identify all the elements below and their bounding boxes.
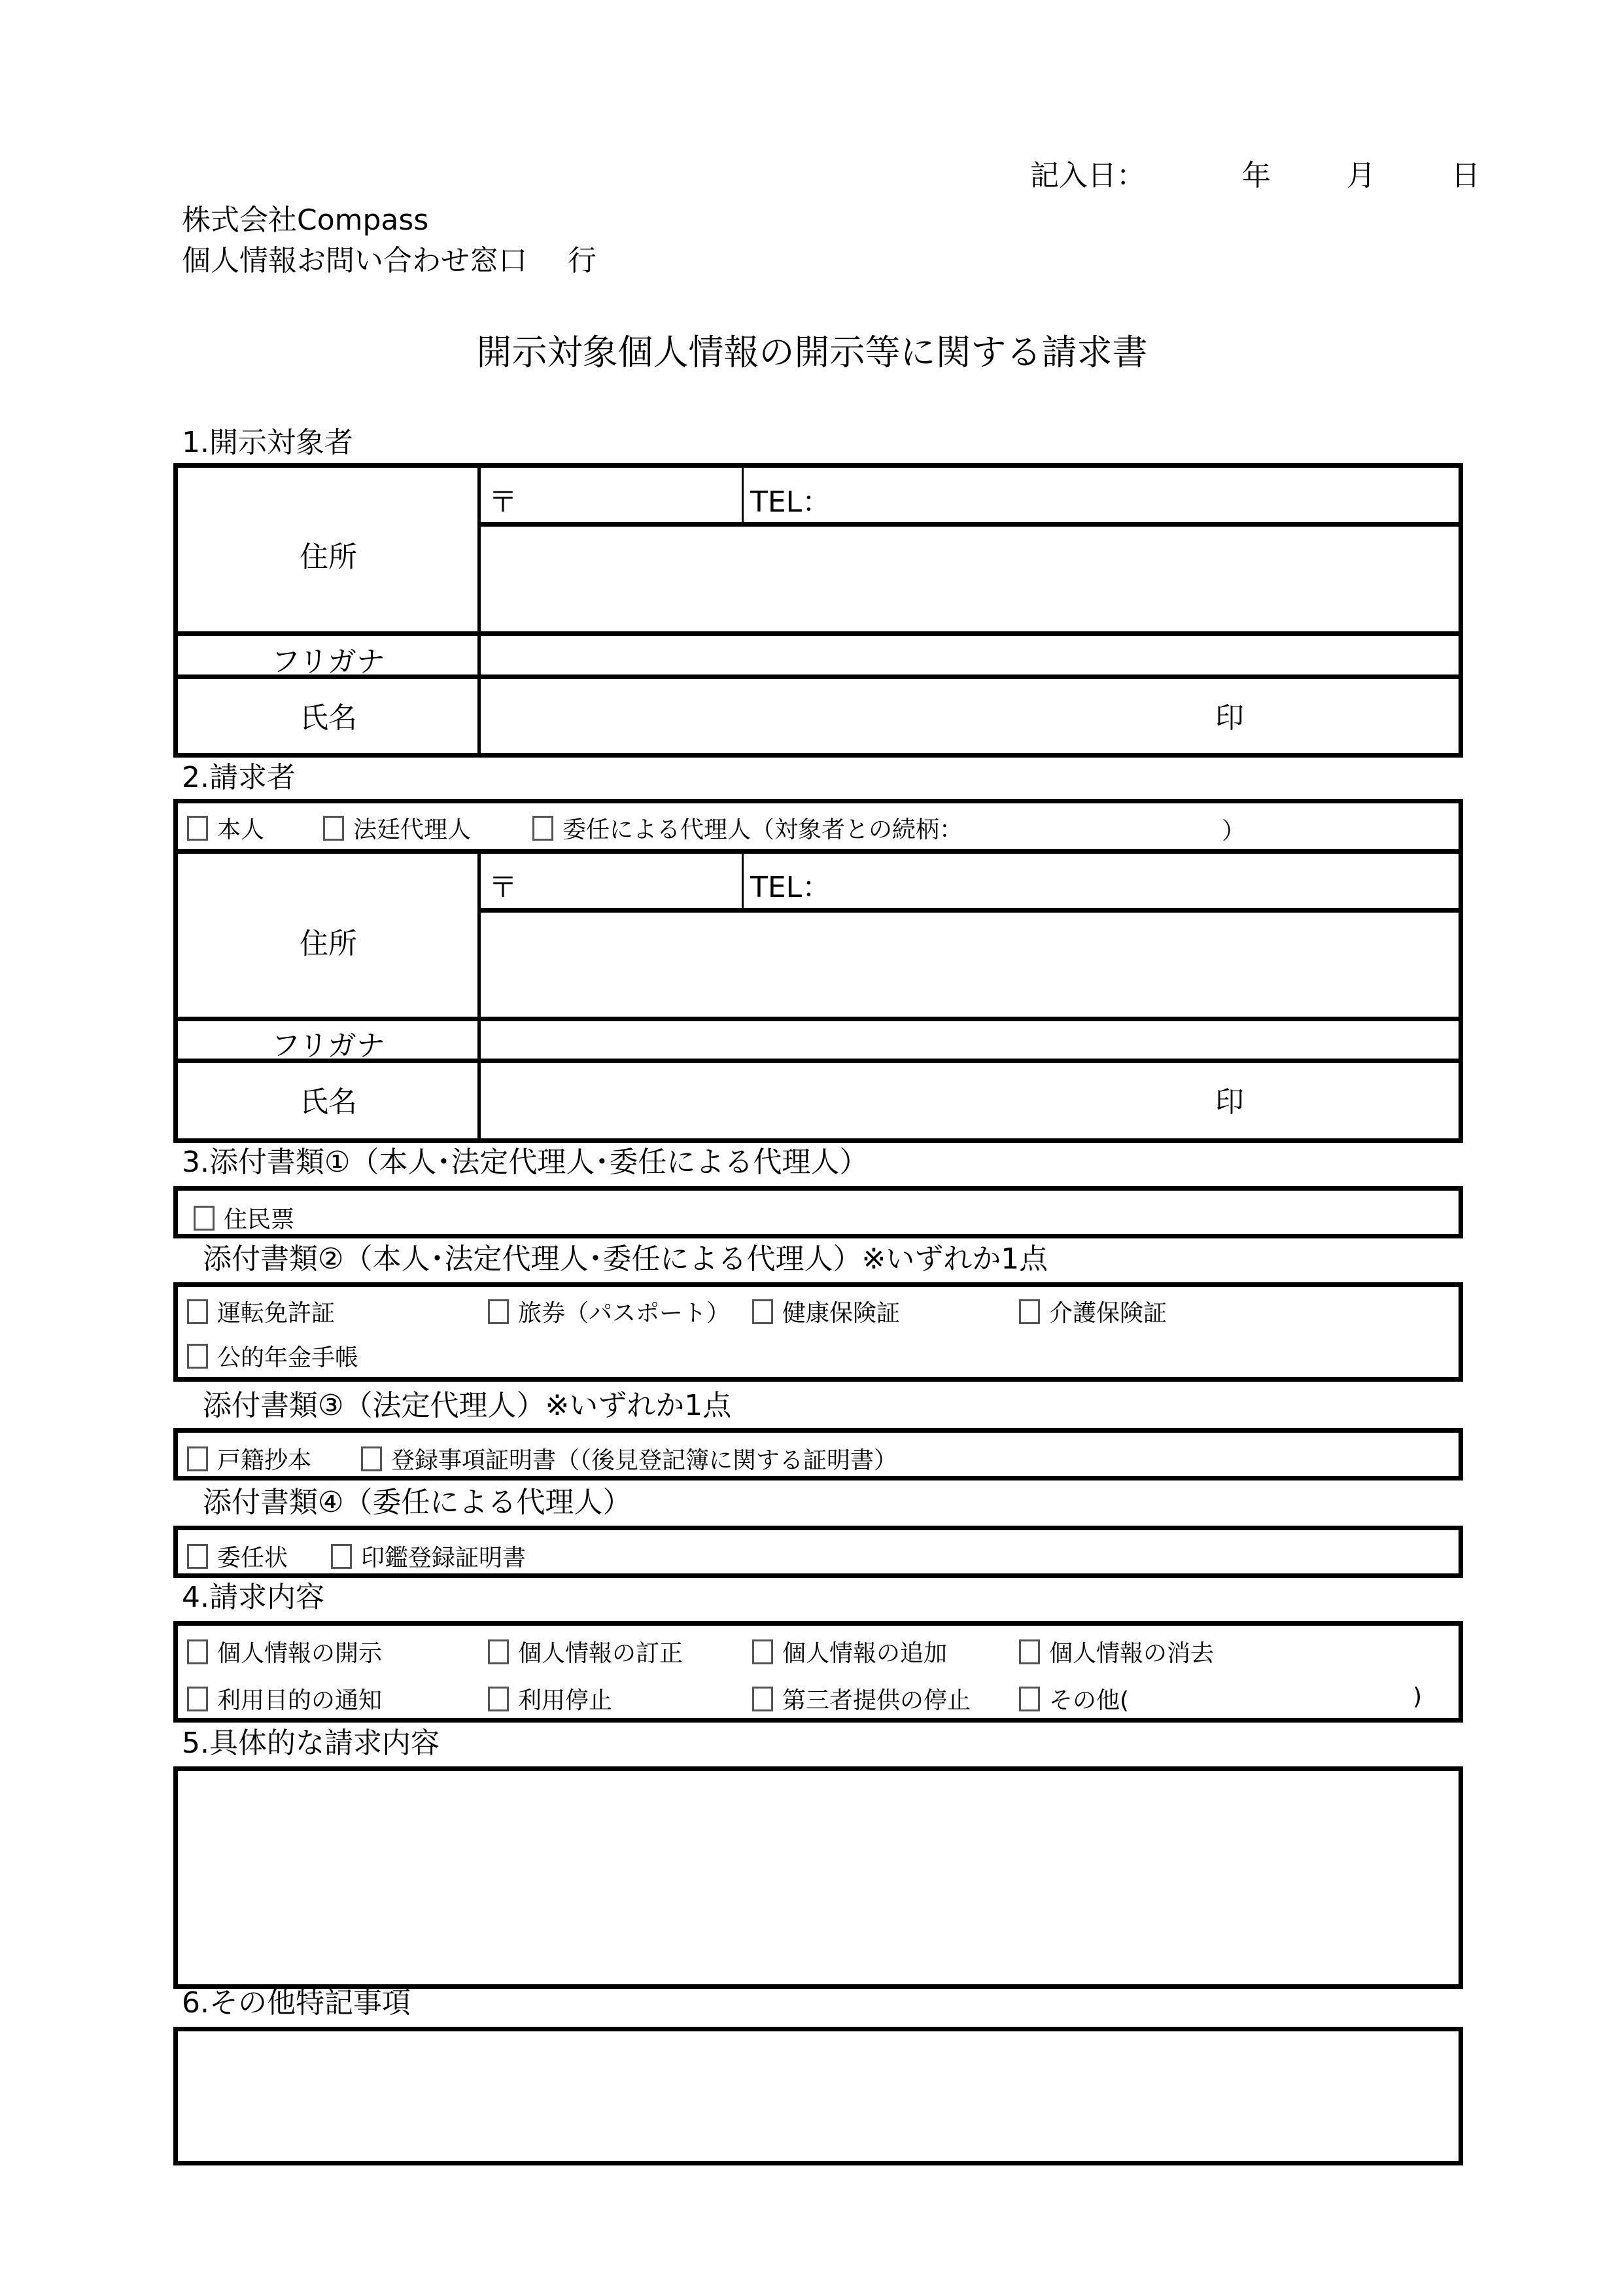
s2-address-field[interactable] xyxy=(481,913,1459,1017)
option-label: 健康保険証 xyxy=(782,1300,901,1327)
request-stop-third-party[interactable] xyxy=(752,1682,971,1715)
s2-tel-label: TEL： xyxy=(750,871,831,904)
s2-postal-field[interactable] xyxy=(525,854,740,908)
requester-legal-agent[interactable] xyxy=(323,811,471,845)
option-label: 登録事項証明書（（後見登記簿に関する証明書） xyxy=(391,1447,898,1474)
checkbox-icon[interactable] xyxy=(187,1639,208,1664)
company-name: 株式会社Compass xyxy=(182,203,429,237)
checkbox-icon[interactable] xyxy=(488,1299,509,1324)
s1-name-field[interactable] xyxy=(481,679,1200,753)
attachment-residence-certificate[interactable] xyxy=(194,1201,294,1235)
option-label: 利用停止 xyxy=(518,1687,613,1714)
request-purpose-notice[interactable] xyxy=(187,1682,382,1715)
s1-furigana-label: フリガナ xyxy=(271,645,385,678)
s2-name-label: 氏名 xyxy=(300,1085,357,1119)
checkbox-icon[interactable] xyxy=(1019,1687,1040,1711)
checkbox-icon[interactable] xyxy=(187,1344,208,1369)
s2-furigana-field[interactable] xyxy=(481,1021,1459,1059)
request-disclosure[interactable] xyxy=(187,1635,382,1668)
request-correction[interactable] xyxy=(488,1635,683,1668)
option-label: 公的年金手帳 xyxy=(217,1344,359,1371)
request-content-box xyxy=(173,1621,1463,1723)
s2-seal-mark: 印 xyxy=(1215,1085,1244,1119)
s1-furigana-field[interactable] xyxy=(481,636,1459,674)
checkbox-icon[interactable] xyxy=(331,1544,352,1569)
checkbox-icon[interactable] xyxy=(323,816,344,841)
request-other-close-paren: ) xyxy=(1413,1683,1423,1710)
section2-table xyxy=(173,799,1463,1143)
year-label: 年 xyxy=(1242,159,1271,192)
option-label: 第三者提供の停止 xyxy=(782,1687,971,1714)
option-label: 戸籍抄本 xyxy=(217,1447,312,1474)
section2-heading: 2.請求者 xyxy=(182,761,296,794)
option-label: 個人情報の消去 xyxy=(1049,1640,1215,1667)
option-label: 利用目的の通知 xyxy=(217,1687,383,1714)
month-label: 月 xyxy=(1347,159,1375,192)
section4-heading: 4.請求内容 xyxy=(182,1581,324,1614)
option-label: 委任状 xyxy=(217,1545,288,1571)
checkbox-icon[interactable] xyxy=(488,1639,509,1664)
s1-postal-field[interactable] xyxy=(525,468,740,522)
relationship-close-paren: ） xyxy=(1222,818,1246,845)
attachment2-box xyxy=(173,1282,1463,1382)
option-label: 個人情報の訂正 xyxy=(518,1640,683,1667)
request-other[interactable] xyxy=(1019,1682,1129,1715)
attachment2-heading: 添付書類②（本人･法定代理人･委任による代理人）※いずれか1点 xyxy=(203,1242,1048,1276)
attachment3-heading: 添付書類③（法定代理人）※いずれか1点 xyxy=(203,1389,732,1422)
attachment-seal-certificate[interactable] xyxy=(331,1539,526,1573)
section1-heading: 1.開示対象者 xyxy=(182,426,353,459)
attachment-health-insurance[interactable] xyxy=(752,1295,900,1328)
s1-tel-field[interactable] xyxy=(838,468,1459,522)
attachment1-box xyxy=(173,1186,1463,1238)
s1-tel-label: TEL： xyxy=(750,485,831,519)
s2-furigana-label: フリガナ xyxy=(271,1029,385,1062)
s2-tel-field[interactable] xyxy=(838,854,1459,908)
attachment4-box xyxy=(173,1526,1463,1578)
request-addition[interactable] xyxy=(752,1635,947,1668)
checkbox-icon[interactable] xyxy=(752,1639,773,1664)
s1-seal-mark: 印 xyxy=(1215,701,1244,735)
checkbox-icon[interactable] xyxy=(187,1544,208,1569)
s1-name-label: 氏名 xyxy=(300,701,357,735)
option-label: 個人情報の追加 xyxy=(782,1640,948,1667)
option-label: 印鑑登録証明書 xyxy=(361,1545,527,1571)
other-notes-field[interactable] xyxy=(173,2027,1463,2165)
option-label: 運転免許証 xyxy=(217,1300,336,1327)
recipient-dept: 個人情報お問い合わせ窓口 xyxy=(182,244,527,277)
s2-postal-mark: 〒 xyxy=(489,871,517,904)
checkbox-icon[interactable] xyxy=(1019,1299,1040,1324)
option-label: 旅券（パスポート） xyxy=(518,1300,731,1327)
option-label: その他( xyxy=(1049,1687,1130,1714)
specific-request-field[interactable] xyxy=(173,1766,1463,1989)
attachment-passport[interactable] xyxy=(488,1295,730,1328)
request-suspend-use[interactable] xyxy=(488,1682,612,1715)
checkbox-icon[interactable] xyxy=(488,1687,509,1711)
entry-date-label: 記入日： xyxy=(1030,159,1145,192)
checkbox-icon[interactable] xyxy=(187,1446,208,1471)
section1-table xyxy=(173,463,1463,758)
attachment3-box xyxy=(173,1428,1463,1480)
checkbox-icon[interactable] xyxy=(361,1446,382,1471)
page-title: 開示対象個人情報の開示等に関する請求書 xyxy=(476,332,1148,373)
attachment-power-of-attorney[interactable] xyxy=(187,1539,288,1573)
checkbox-icon[interactable] xyxy=(1019,1639,1040,1664)
s1-address-label: 住所 xyxy=(300,540,357,574)
option-label: 個人情報の開示 xyxy=(217,1640,383,1667)
checkbox-icon[interactable] xyxy=(752,1299,773,1324)
attachment4-heading: 添付書類④（委任による代理人） xyxy=(203,1486,632,1519)
s1-postal-mark: 〒 xyxy=(489,485,517,519)
recipient xyxy=(182,237,596,279)
attachment-care-insurance[interactable] xyxy=(1019,1295,1167,1328)
checkbox-icon[interactable] xyxy=(187,816,208,841)
attachment-drivers-license[interactable] xyxy=(187,1295,335,1328)
s1-address-field[interactable] xyxy=(481,527,1459,631)
option-label: 法廷代理人 xyxy=(353,816,472,843)
entry-date xyxy=(1030,152,1480,194)
request-other-field[interactable] xyxy=(1159,1678,1408,1717)
option-label: 本人 xyxy=(217,816,265,843)
attachment-family-register[interactable] xyxy=(187,1442,311,1475)
section5-heading: 5.具体的な請求内容 xyxy=(182,1726,440,1760)
recipient-suffix: 行 xyxy=(568,244,596,277)
option-label: 介護保険証 xyxy=(1049,1300,1167,1327)
section6-heading: 6.その他特記事項 xyxy=(182,1986,411,2020)
request-deletion[interactable] xyxy=(1019,1635,1214,1668)
attachment-pension-book[interactable] xyxy=(187,1339,358,1373)
requester-proxy[interactable] xyxy=(532,811,963,845)
option-label: 委任による代理人（対象者との続柄： xyxy=(562,816,963,843)
s2-address-label: 住所 xyxy=(300,927,357,960)
s2-name-field[interactable] xyxy=(481,1063,1200,1138)
checkbox-icon[interactable] xyxy=(194,1206,215,1231)
section3-heading: 3.添付書類①（本人･法定代理人･委任による代理人） xyxy=(182,1146,869,1179)
day-label: 日 xyxy=(1451,159,1480,192)
checkbox-icon[interactable] xyxy=(532,816,553,841)
option-label: 住民票 xyxy=(224,1206,295,1233)
checkbox-icon[interactable] xyxy=(187,1299,208,1324)
attachment-registered-matters-certificate[interactable] xyxy=(361,1442,897,1475)
checkbox-icon[interactable] xyxy=(752,1687,773,1711)
checkbox-icon[interactable] xyxy=(187,1687,208,1711)
requester-self[interactable] xyxy=(187,811,264,845)
